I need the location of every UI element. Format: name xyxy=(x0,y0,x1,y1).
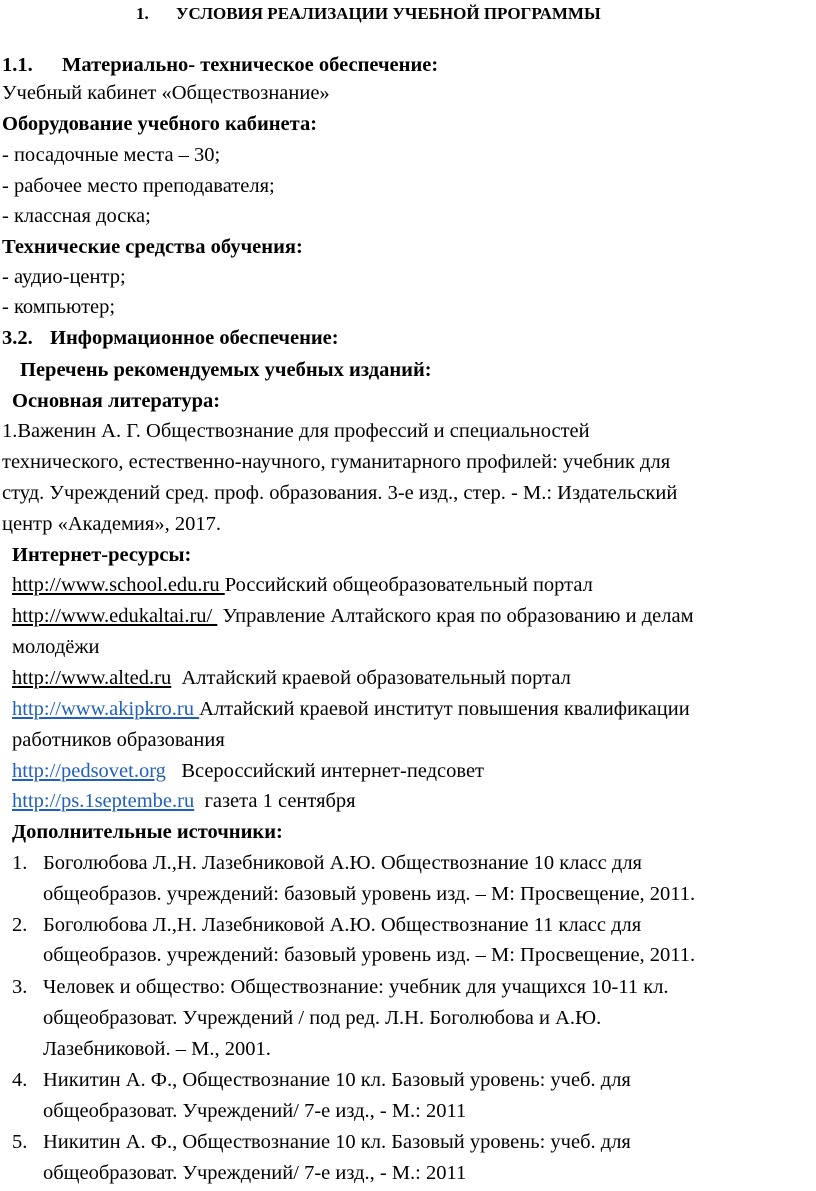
additional-title: Дополнительные источники: xyxy=(12,821,283,843)
tech-title: Технические средства обучения: xyxy=(2,236,303,258)
main-literature-line: студ. Учреждений сред. проф. образования. 3-е изд., стер. - М.: Издательский xyxy=(2,482,678,504)
resource-link[interactable]: http://www.school.edu.ru xyxy=(12,574,225,596)
internet-resource-row xyxy=(12,699,690,720)
main-literature-line: 1.Важенин А. Г. Обществознание для профессий и специальностей xyxy=(2,420,590,442)
equipment-title: Оборудование учебного кабинета: xyxy=(2,113,318,135)
internet-title: Интернет-ресурсы: xyxy=(12,544,192,566)
internet-resource-row xyxy=(12,668,571,689)
recommended-list-title: Перечень рекомендуемых учебных изданий: xyxy=(20,359,432,381)
internet-resource-row xyxy=(12,606,694,627)
heading-number: 1. xyxy=(136,4,149,23)
resource-link[interactable]: http://ps.1septembe.ru xyxy=(12,790,195,812)
tech-item: - компьютер; xyxy=(2,296,116,318)
list-item-line: общеобразоват. Учреждений/ 7-е изд., - М.: 2011 xyxy=(43,1100,467,1122)
equipment-item: - классная доска; xyxy=(2,205,151,227)
equipment-item: - посадочные места – 30; xyxy=(2,144,221,166)
list-item-line: общеобразоват. Учреждений/ 7-е изд., - М.: 2011 xyxy=(43,1162,467,1184)
resource-link[interactable]: http://www.alted.ru xyxy=(12,667,172,689)
main-literature-line: центр «Академия», 2017. xyxy=(2,513,221,535)
resource-link[interactable]: http://pedsovet.org xyxy=(12,760,166,782)
resource-description-cont: молодёжи xyxy=(12,636,100,658)
internet-resource-row xyxy=(12,791,356,812)
list-item-line: Лазебниковой. – М., 2001. xyxy=(43,1038,271,1060)
resource-description: Российский общеобразовательный портал xyxy=(224,574,593,596)
list-item-number: 3. xyxy=(12,976,28,998)
resource-description: Всероссийский интернет-педсовет xyxy=(165,760,485,782)
section-1-1-number: 1.1. xyxy=(2,54,33,76)
list-item-line: Боголюбова Л.,Н. Лазебниковой А.Ю. Обществознание 11 класс для xyxy=(43,914,642,936)
tech-item: - аудио-центр; xyxy=(2,266,126,288)
resource-description: Алтайский краевой образовательный портал xyxy=(171,667,571,689)
resource-description-cont: работников образования xyxy=(12,729,225,751)
resource-link[interactable]: http://www.akipkro.ru xyxy=(12,698,200,720)
list-item-number: 4. xyxy=(12,1069,28,1091)
list-item-line: Никитин А. Ф., Обществознание 10 кл. Базовый уровень: учеб. для xyxy=(43,1069,631,1091)
resource-description: газета 1 сентября xyxy=(194,790,356,812)
list-item-line: Никитин А. Ф., Обществознание 10 кл. Базовый уровень: учеб. для xyxy=(43,1131,631,1153)
page-title: УСЛОВИЯ РЕАЛИЗАЦИИ УЧЕБНОЙ ПРОГРАММЫ xyxy=(176,4,601,23)
list-item-line: общеобразоват. Учреждений / под ред. Л.Н. Боголюбова и А.Ю. xyxy=(43,1007,602,1029)
list-item-number: 5. xyxy=(12,1131,28,1153)
list-item-number: 2. xyxy=(12,914,28,936)
section-3-2-number: 3.2. xyxy=(2,327,33,349)
list-item-line: общеобразов. учреждений: базовый уровень изд. – М: Просвещение, 2011. xyxy=(43,883,696,905)
section-1-1-title: Материально- техническое обеспечение: xyxy=(62,54,439,76)
list-item-number: 1. xyxy=(12,852,28,874)
resource-description: Алтайский краевой институт повышения квалификации xyxy=(199,698,690,720)
main-literature-line: технического, естественно-научного, гуманитарного профилей: учебник для xyxy=(2,451,671,473)
internet-resource-row xyxy=(12,761,484,782)
room-name: Учебный кабинет «Обществознание» xyxy=(2,82,330,104)
internet-resource-row xyxy=(12,575,593,596)
section-3-2-title: Информационное обеспечение: xyxy=(50,327,339,349)
list-item-line: Боголюбова Л.,Н. Лазебниковой А.Ю. Обществознание 10 класс для xyxy=(43,852,642,874)
list-item-line: общеобразов. учреждений: базовый уровень изд. – М: Просвещение, 2011. xyxy=(43,944,696,966)
list-item-line: Человек и общество: Обществознание: учебник для учащихся 10-11 кл. xyxy=(43,976,669,998)
main-literature-title: Основная литература: xyxy=(12,390,221,412)
resource-description: Управление Алтайского края по образованию и делам xyxy=(217,605,694,627)
resource-link[interactable]: http://www.edukaltai.ru/ xyxy=(12,605,218,627)
equipment-item: - рабочее место преподавателя; xyxy=(2,175,275,197)
